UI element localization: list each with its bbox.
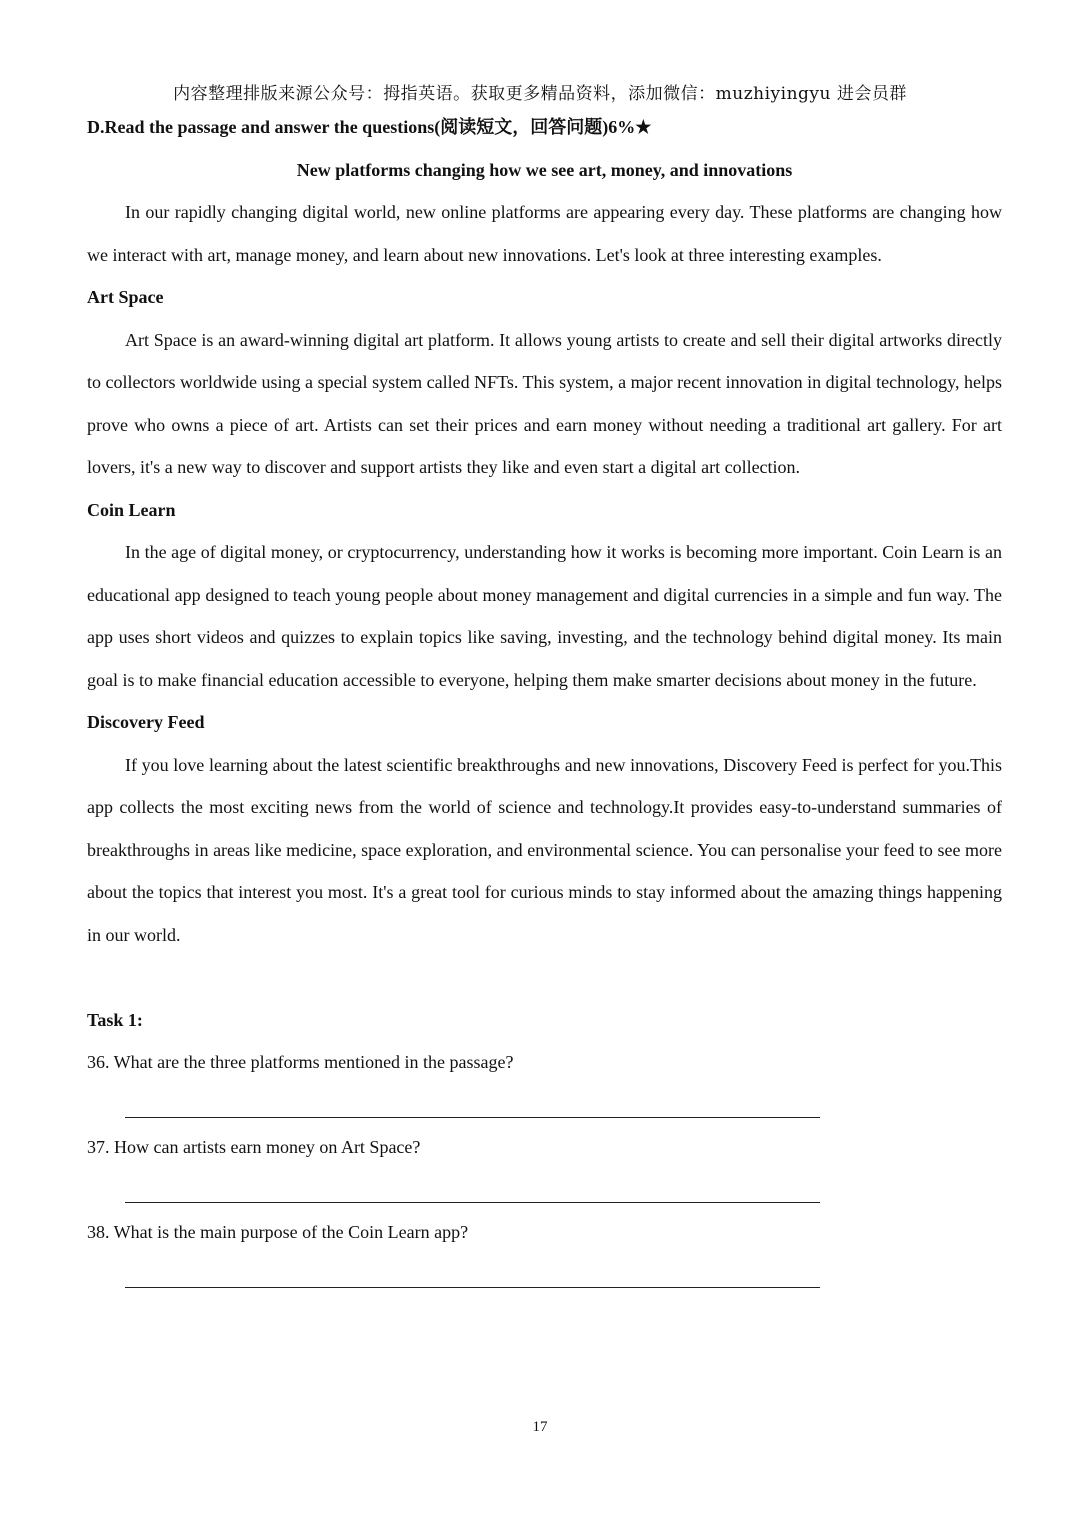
subheading-coin-learn: Coin Learn	[87, 499, 176, 520]
question-38: 38. What is the main purpose of the Coin Learn app?	[87, 1222, 469, 1242]
page-header: 内容整理排版来源公众号：拇指英语。获取更多精品资料，添加微信：muzhiyingyu 进会员群	[173, 84, 907, 104]
answer-line-38[interactable]	[125, 1246, 820, 1289]
question-36: 36. What are the three platforms mentioned in the passage?	[87, 1052, 514, 1072]
question-37: 37. How can artists earn money on Art Space?	[87, 1137, 421, 1157]
paragraph-discovery-feed: If you love learning about the latest scientific breakthroughs and new innovations, Discovery Feed is perfect for you.This app collects the most exciting news from the world of science and technology.It provides easy-to-understand summaries of breakthroughs in areas like medicine, space exploration, and environmental science. You can personalise your feed to see more about the topics that interest you most. It's a great tool for curious minds to stay informed about the amazing things happening in our world.	[87, 754, 1002, 945]
passage-title: New platforms changing how we see art, money, and innovations	[296, 159, 793, 180]
subheading-discovery-feed: Discovery Feed	[87, 712, 205, 732]
answer-line-36[interactable]	[125, 1076, 820, 1119]
paragraph-art-space: Art Space is an award-winning digital art platform. It allows young artists to create and sell their digital artworks directly to collectors worldwide using a special system called NFTs. This system, a major recent innovation in digital technology, helps prove who owns a piece of art. Artists can set their prices and earn money without needing a traditional art gallery. For art lovers, it's a new way to discover and support artists they like and even start a digital art collection.	[87, 329, 1002, 477]
paragraph-coin-learn: In the age of digital money, or cryptocurrency, understanding how it works is becoming more important. Coin Learn is an educational app designed to teach young people about money management and digital currencies in a simple and fun way. The app uses short videos and quizzes to explain topics like saving, investing, and the technology behind digital money. Its main goal is to make financial education accessible to everyone, helping them make smarter decisions about money in the future.	[87, 542, 1002, 690]
section-heading: D.Read the passage and answer the questions(阅读短文，回答问题)6%★	[87, 117, 652, 137]
task-label: Task 1:	[87, 1009, 143, 1030]
page-content	[87, 106, 1002, 1296]
page-number: 17	[532, 1419, 548, 1435]
answer-line-37[interactable]	[125, 1161, 820, 1204]
intro-paragraph: In our rapidly changing digital world, new online platforms are appearing every day. These platforms are changing how we interact with art, manage money, and learn about new innovations. Let's look at three interesting examples.	[87, 202, 1002, 265]
subheading-art-space: Art Space	[87, 287, 164, 307]
